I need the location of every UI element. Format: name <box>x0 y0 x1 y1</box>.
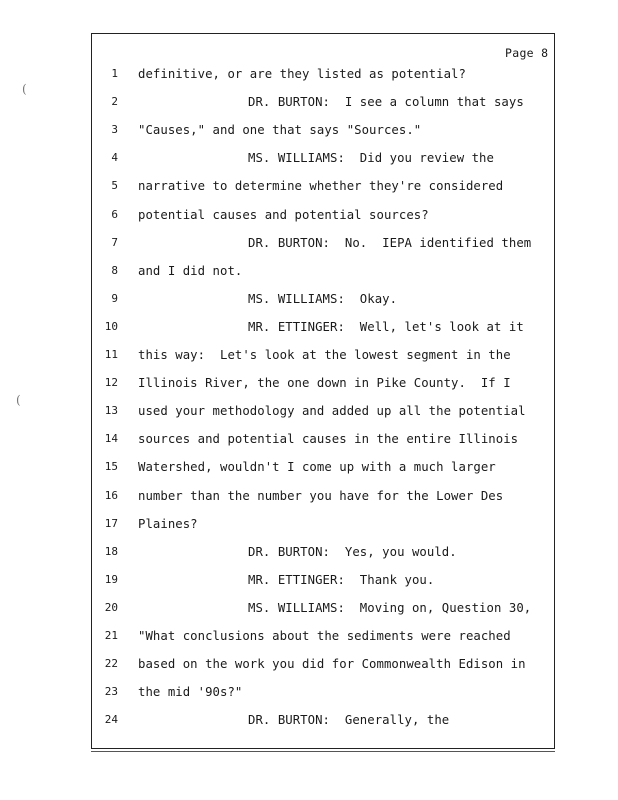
line-number: 9 <box>111 291 118 305</box>
line-number: 22 <box>104 657 118 671</box>
margin-mark: ( <box>22 82 27 96</box>
line-text: DR. BURTON: Generally, the <box>248 713 450 728</box>
transcript-line <box>0 570 618 590</box>
line-number: 3 <box>111 123 118 137</box>
transcript-line <box>0 514 618 534</box>
line-number: 12 <box>104 376 118 390</box>
line-text: Illinois River, the one down in Pike County. If I <box>138 376 511 391</box>
line-number: 15 <box>104 460 118 474</box>
line-number: 7 <box>111 235 118 249</box>
transcript-line <box>0 92 618 112</box>
line-text: sources and potential causes in the entire Illinois <box>138 432 519 447</box>
line-number: 6 <box>111 207 118 221</box>
transcript-line <box>0 64 618 84</box>
line-number: 20 <box>104 600 118 614</box>
line-number: 11 <box>104 348 118 361</box>
margin-mark: ( <box>16 393 21 407</box>
line-number: 21 <box>104 629 118 642</box>
line-number: 5 <box>111 179 118 193</box>
line-number: 14 <box>104 432 118 446</box>
line-number: 10 <box>104 319 118 333</box>
transcript-line <box>0 317 618 337</box>
page-number: Page 8 <box>505 46 549 60</box>
line-text: and I did not. <box>138 263 243 278</box>
line-number: 1 <box>111 67 118 80</box>
line-text: MS. WILLIAMS: Moving on, Question 30, <box>248 600 532 615</box>
transcript-line <box>0 598 618 618</box>
line-number: 13 <box>104 404 118 418</box>
line-text: DR. BURTON: No. IEPA identified them <box>248 235 532 250</box>
line-text: this way: Let's look at the lowest segment in the <box>138 348 511 362</box>
transcript-line <box>0 401 618 421</box>
transcript-line <box>0 205 618 225</box>
line-number: 17 <box>104 516 118 530</box>
line-text: narrative to determine whether they're considered <box>138 179 504 194</box>
transcript-line <box>0 345 618 365</box>
transcript-line <box>0 457 618 477</box>
line-text: MS. WILLIAMS: Did you review the <box>248 151 494 166</box>
transcript-line <box>0 261 618 281</box>
line-text: DR. BURTON: I see a column that says <box>248 95 524 110</box>
line-text: definitive, or are they listed as potential? <box>138 67 466 81</box>
line-text: potential causes and potential sources? <box>138 207 429 222</box>
line-text: number than the number you have for the Lower Des <box>138 488 504 503</box>
transcript-line <box>0 542 618 562</box>
line-text: Plaines? <box>138 516 198 531</box>
transcript-line <box>0 176 618 196</box>
transcript-line <box>0 710 618 730</box>
transcript-line <box>0 120 618 140</box>
line-number: 16 <box>104 488 118 502</box>
transcript-line <box>0 233 618 253</box>
transcript-line <box>0 486 618 506</box>
transcript-line <box>0 289 618 309</box>
line-number: 23 <box>104 685 118 699</box>
line-text: DR. BURTON: Yes, you would. <box>248 544 457 559</box>
line-text: used your methodology and added up all the potential <box>138 404 526 419</box>
line-text: "Causes," and one that says "Sources." <box>138 123 422 138</box>
line-number: 19 <box>104 572 118 586</box>
line-text: based on the work you did for Commonwealth Edison in <box>138 657 526 672</box>
line-number: 18 <box>104 544 118 558</box>
line-number: 4 <box>111 151 118 165</box>
transcript-line <box>0 682 618 702</box>
transcript-line <box>0 654 618 674</box>
transcript-line <box>0 148 618 168</box>
transcript-line <box>0 429 618 449</box>
line-number: 24 <box>104 713 118 727</box>
transcript-line <box>0 626 618 646</box>
line-text: MR. ETTINGER: Thank you. <box>248 572 435 587</box>
line-text: "What conclusions about the sediments were reached <box>138 629 511 643</box>
line-text: the mid '90s?" <box>138 685 243 700</box>
line-number: 8 <box>111 263 118 277</box>
line-number: 2 <box>111 95 118 109</box>
line-text: MR. ETTINGER: Well, let's look at it <box>248 319 524 334</box>
transcript-line <box>0 373 618 393</box>
line-text: MS. WILLIAMS: Okay. <box>248 291 398 306</box>
line-text: Watershed, wouldn't I come up with a much larger <box>138 460 496 475</box>
